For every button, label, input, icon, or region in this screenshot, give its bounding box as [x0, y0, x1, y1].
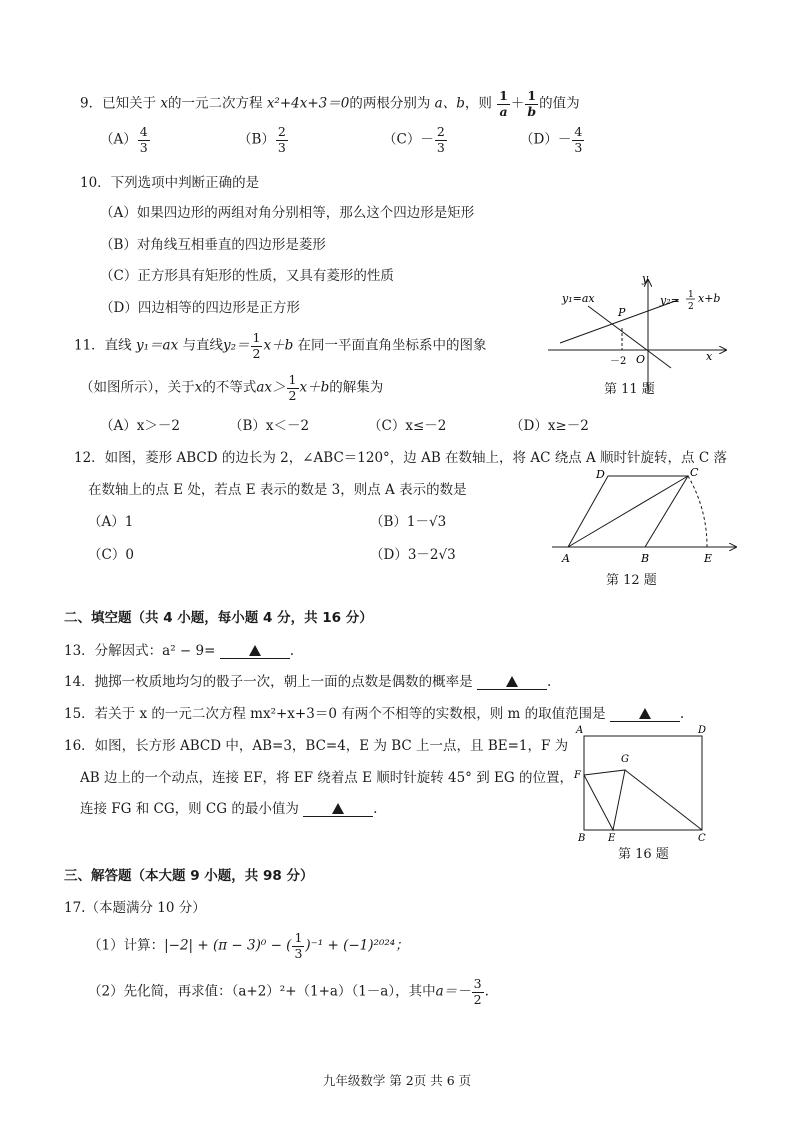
q11-option-d: （D）x≥－2	[510, 418, 589, 434]
q9-option-d: （D）－ $\frac{4}{3}$	[520, 124, 583, 155]
q14: 14．抛掷一枚质地均匀的骰子一次，朝上一面的点数是偶数的概率是 .	[64, 674, 552, 690]
q17-stem: 17.（本题满分 10 分）	[64, 900, 206, 916]
section-2-heading: 二、填空题（共 4 小题，每小题 4 分，共 16 分）	[64, 610, 373, 626]
q10-stem: 10．下列选项中判断正确的是	[80, 175, 260, 191]
q10-option-c: （C）正方形具有矩形的性质，又具有菱形的性质	[100, 268, 394, 284]
q12-option-a: （A）1	[88, 514, 134, 530]
q16-stem-line3: 连接 FG 和 CG，则 CG 的最小值为 .	[80, 801, 378, 817]
q10-option-d: （D）四边相等的四边形是正方形	[100, 300, 300, 316]
q15: 15．若关于 x 的一元二次方程 mx²+x+3＝0 有两个不相等的实数根，则 m 的取值范围是 .	[64, 706, 685, 722]
q11-label-o: O	[636, 353, 646, 366]
q11-label-y2-den: 2	[688, 302, 694, 312]
q10-option-a: （A）如果四边形的两组对角分别相等，那么这个四边形是矩形	[100, 205, 475, 221]
q12-stem-line2: 在数轴上的点 E 处，若点 E 表示的数是 3，则点 A 表示的数是	[88, 482, 467, 498]
q16-label-e: E	[608, 833, 616, 844]
q12-diagonal-ac	[568, 476, 688, 547]
triangle-icon	[639, 708, 651, 719]
q9-option-c: （C）－ $\frac{2}{3}$	[383, 124, 445, 155]
q12-rotation-arc	[688, 476, 707, 547]
q17-part2: （2）先化简，再求值：（a+2）²+（1+a）（1－a），其中a＝－ $\frac{3}{2}$ .	[88, 976, 489, 1007]
q11-label-tick: －2	[610, 356, 627, 367]
q12-label-a: A	[562, 552, 570, 565]
q12-option-c: （C）0	[88, 547, 134, 563]
q11-option-b: （B）x＜－2	[229, 418, 310, 434]
q9-frac-a: $\frac{1}{a}$	[499, 88, 508, 119]
q9-option-b: （B） $\frac{2}{3}$	[238, 124, 286, 155]
q16-label-g: G	[621, 754, 629, 765]
q17-part1: （1）计算：|−2| + (π − 3)⁰ − ( $\frac{1}{3}$ )⁻¹ + (−1)²⁰²⁴；	[88, 930, 409, 961]
q13-answer-blank[interactable]	[220, 644, 290, 659]
q12-stem-line1: 12．如图，菱形 ABCD 的边长为 2，∠ABC＝120°，边 AB 在数轴上，将 AC 绕点 A 顺时针旋转，点 C 落	[74, 450, 727, 466]
q11-line-y1	[588, 306, 671, 368]
q12-label-e: E	[704, 552, 713, 565]
q16-label-a: A	[576, 725, 584, 736]
q15-answer-blank[interactable]	[610, 707, 680, 722]
q9-option-a: （A） $\frac{4}{3}$	[100, 124, 148, 155]
q16-answer-blank[interactable]	[303, 802, 373, 817]
q12-label-d: D	[596, 468, 605, 481]
q11-label-y2: y₂=	[660, 294, 680, 307]
q16-figure	[570, 722, 720, 844]
q11-label-y1: y₁=ax	[562, 292, 595, 305]
q12-option-b: （B）1－√3	[370, 514, 447, 530]
q16-label-d: D	[698, 725, 707, 736]
q11-stem-line2: （如图所示），关于x的不等式ax＞ $\frac{1}{2}$ x＋b的解集为	[80, 372, 384, 403]
q13: 13．分解因式：a² − 9= .	[64, 643, 295, 659]
q11-option-c: （C）x≤－2	[368, 418, 447, 434]
q11-option-a: （A）x＞－2	[100, 418, 180, 434]
q12-label-c: C	[690, 466, 699, 479]
triangle-icon	[332, 803, 344, 814]
q11-caption: 第 11 题	[604, 382, 655, 397]
q16-label-f: F	[574, 770, 581, 781]
page-footer: 九年级数学 第 2页 共 6 页	[322, 1073, 472, 1088]
q12-caption: 第 12 题	[606, 573, 657, 588]
q11-label-y: y	[642, 272, 649, 285]
q16-stem-line2: AB 边上的一个动点，连接 EF，将 EF 绕着点 E 顺时针旋转 45° 到 EG 的位置，	[80, 770, 573, 786]
q14-answer-blank[interactable]	[477, 675, 547, 690]
q16-label-c: C	[698, 833, 706, 844]
q16-segment-cg	[625, 770, 702, 830]
q10-option-b: （B）对角线互相垂直的四边形是菱形	[100, 237, 326, 253]
q11-label-y2-num: 1	[688, 290, 694, 300]
q16-stem-line1: 16．如图，长方形 ABCD 中，AB=3，BC=4，E 为 BC 上一点，且 BE=1，F 为	[64, 738, 569, 754]
q16-label-b: B	[578, 833, 586, 844]
q11-label-p: P	[618, 306, 626, 319]
q16-triangle-efg	[584, 770, 625, 830]
q12-figure	[548, 462, 743, 572]
q11-stem: 11．直线 y₁＝ax 与直线y₂＝ $\frac{1}{2}$ x＋b 在同一平面直角坐标系中的图象	[74, 330, 487, 361]
section-3-heading: 三、解答题（本大题 9 小题，共 98 分）	[64, 868, 314, 884]
q12-option-d: （D）3－2√3	[370, 547, 456, 563]
triangle-icon	[249, 645, 261, 656]
q11-label-y2-tail: x+b	[698, 292, 721, 305]
q11-label-x: x	[706, 350, 713, 363]
q9-stem: 9．已知关于 x的一元二次方程 x²+4x+3＝0的两根分别为 a、b，则 $\frac{1}{a}$ ＋ $\frac{1}{b}$ 的值为	[80, 88, 580, 119]
q16-caption: 第 16 题	[618, 847, 669, 862]
triangle-icon	[506, 676, 518, 687]
q12-label-b: B	[641, 552, 650, 565]
q9-frac-b: $\frac{1}{b}$	[527, 88, 537, 119]
